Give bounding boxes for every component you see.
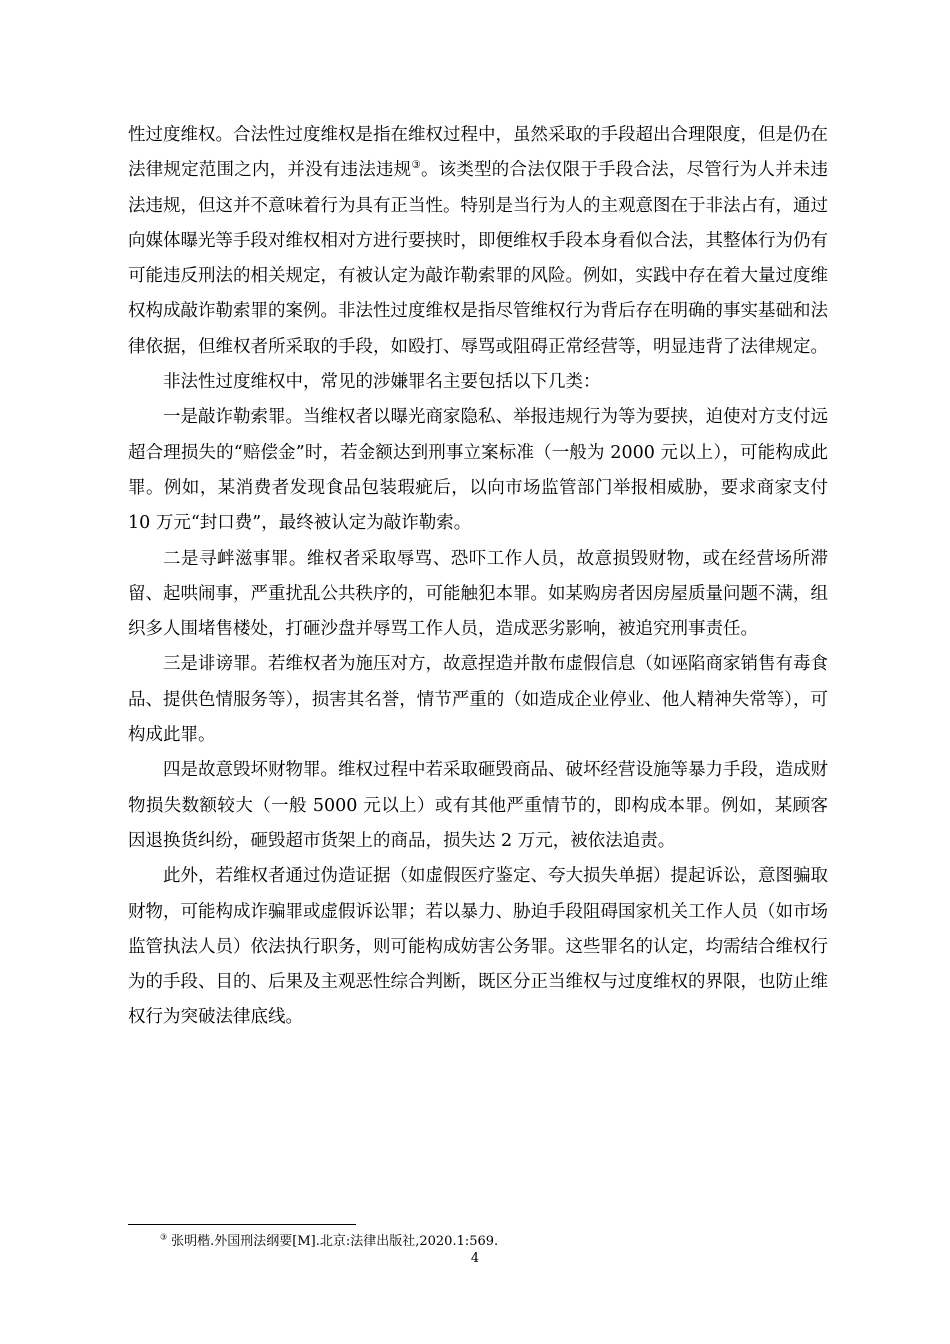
footnote-reference-3[interactable]: ③ bbox=[411, 159, 421, 172]
paragraph-1-text-b: 。该类型的合法仅限于手段合法，尽管行为人并未违法违规，但这并不意味着行为具有正当性。特别是当行为人的主观意图在于非法占有，通过向媒体曝光等手段对维权相对方进行要挟时，即便维权手段本身看似合法，其整体行为仍有可能违反刑法的相关规定，有被认定为敲诈勒索罪的风险。例如，实践中存在着大量过度维权构成敲诈勒索罪的案例。非法性过度维权是指尽管维权行为背后存在明确的事实基础和法律依据，但维权者所采取的手段，如殴打、辱骂或阻碍正常经营等，明显违背了法律规定。 bbox=[128, 160, 829, 357]
paragraph-4: 二是寻衅滋事罪。维权者采取辱骂、恐吓工作人员，故意损毁财物，或在经营场所滞留、起哄闹事，严重扰乱公共秩序的，可能触犯本罪。如某购房者因房屋质量问题不满，组织多人围堵售楼处，打砸沙盘并辱骂工作人员，造成恶劣影响，被追究刑事责任。 bbox=[128, 548, 828, 640]
body-text bbox=[128, 118, 828, 1036]
footnote bbox=[160, 1233, 498, 1251]
paragraph-1 bbox=[128, 118, 828, 365]
paragraph-7: 此外，若维权者通过伪造证据（如虚假医疗鉴定、夸大损失单据）提起诉讼，意图骗取财物，可能构成诈骗罪或虚假诉讼罪；若以暴力、胁迫手段阻碍国家机关工作人员（如市场监管执法人员）依法执行职务，则可能构成妨害公务罪。这些罪名的认定，均需结合维权行为的手段、目的、后果及主观恶性综合判断，既区分正当维权与过度维权的界限，也防止维权行为突破法律底线。 bbox=[128, 866, 828, 1028]
paragraph-1-text-a: 性过度维权。合法性过度维权是指在维权过程中，虽然采取的手段超出合理限度，但是仍在法律规定范围之内，并没有违法违规 bbox=[128, 125, 828, 181]
footnote-text: 张明楷.外国刑法纲要[M].北京:法律出版社,2020.1:569. bbox=[171, 1234, 499, 1249]
footnote-mark: ③ bbox=[160, 1232, 167, 1242]
paragraph-2: 非法性过度维权中，常见的涉嫌罪名主要包括以下几类： bbox=[163, 372, 601, 393]
paragraph-3: 一是敲诈勒索罪。当维权者以曝光商家隐私、举报违规行为等为要挟，迫使对方支付远超合理损失的“赔偿金”时，若金额达到刑事立案标准（一般为 2000 元以上），可能构成此罪。例如，某消费者发现食品包装瑕疵后，以向市场监管部门举报相威胁，要求商家支付 10 万元“封口费”，最终被认定为敲诈勒索。 bbox=[128, 407, 828, 534]
footnote-separator bbox=[128, 1224, 356, 1225]
paragraph-6: 四是故意毁坏财物罪。维权过程中若采取砸毁商品、破坏经营设施等暴力手段，造成财物损失数额较大（一般 5000 元以上）或有其他严重情节的，即构成本罪。例如，某顾客因退换货纠纷，砸毁超市货架上的商品，损失达 2 万元，被依法追责。 bbox=[128, 760, 828, 851]
paragraph-5: 三是诽谤罪。若维权者为施压对方，故意捏造并散布虚假信息（如诬陷商家销售有毒食品、提供色情服务等），损害其名誉，情节严重的（如造成企业停业、他人精神失常等），可构成此罪。 bbox=[128, 654, 828, 746]
page-number: 4 bbox=[470, 1251, 480, 1266]
